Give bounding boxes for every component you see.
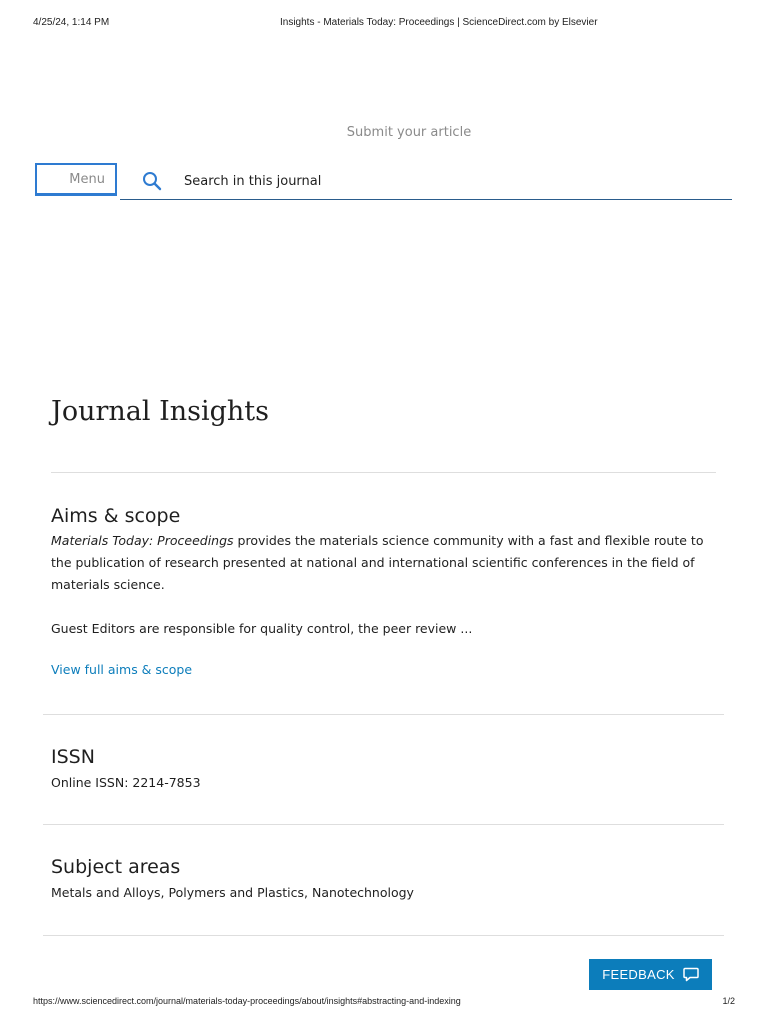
aims-paragraph-2: Guest Editors are responsible for quality control, the peer review ... xyxy=(51,621,473,636)
feedback-button[interactable] xyxy=(589,959,712,990)
aims-paragraph-text: provides the materials science community with a fast and flexible route to the publication of research presented at national and international scientific conferences in the field of materials science. xyxy=(51,533,704,592)
aims-heading: Aims & scope xyxy=(51,505,181,527)
print-footer xyxy=(33,996,735,1008)
search-icon[interactable] xyxy=(142,171,162,191)
issn-divider xyxy=(43,824,724,825)
subject-areas-value: Metals and Alloys, Polymers and Plastics, Nanotechnology xyxy=(51,885,414,900)
aims-paragraph xyxy=(51,530,711,596)
print-date: 4/25/24, 1:14 PM xyxy=(33,17,110,28)
title-divider xyxy=(51,472,716,473)
journal-name: Materials Today: Proceedings xyxy=(51,533,234,548)
print-title: Insights - Materials Today: Proceedings | ScienceDirect.com by Elsevier xyxy=(280,17,598,28)
journal-search-input[interactable] xyxy=(180,169,708,193)
journal-search-bar xyxy=(120,163,732,200)
page-title: Journal Insights xyxy=(51,396,270,427)
print-url: https://www.sciencedirect.com/journal/materials-today-proceedings/about/insights#abstracting-and-indexing xyxy=(33,996,461,1006)
issn-value: Online ISSN: 2214-7853 xyxy=(51,775,201,790)
submit-article-link[interactable]: Submit your article xyxy=(346,125,472,140)
issn-heading: ISSN xyxy=(51,746,95,768)
speech-bubble-icon xyxy=(683,967,699,982)
print-header xyxy=(33,17,735,29)
subject-areas-heading: Subject areas xyxy=(51,856,181,878)
menu-label: Menu xyxy=(69,171,105,187)
feedback-label: FEEDBACK xyxy=(602,967,675,982)
print-page-number: 1/2 xyxy=(722,996,735,1006)
view-aims-scope-link[interactable]: View full aims & scope xyxy=(51,662,193,677)
menu-button[interactable] xyxy=(35,163,117,196)
subjects-divider xyxy=(43,935,724,936)
aims-divider xyxy=(43,714,724,715)
